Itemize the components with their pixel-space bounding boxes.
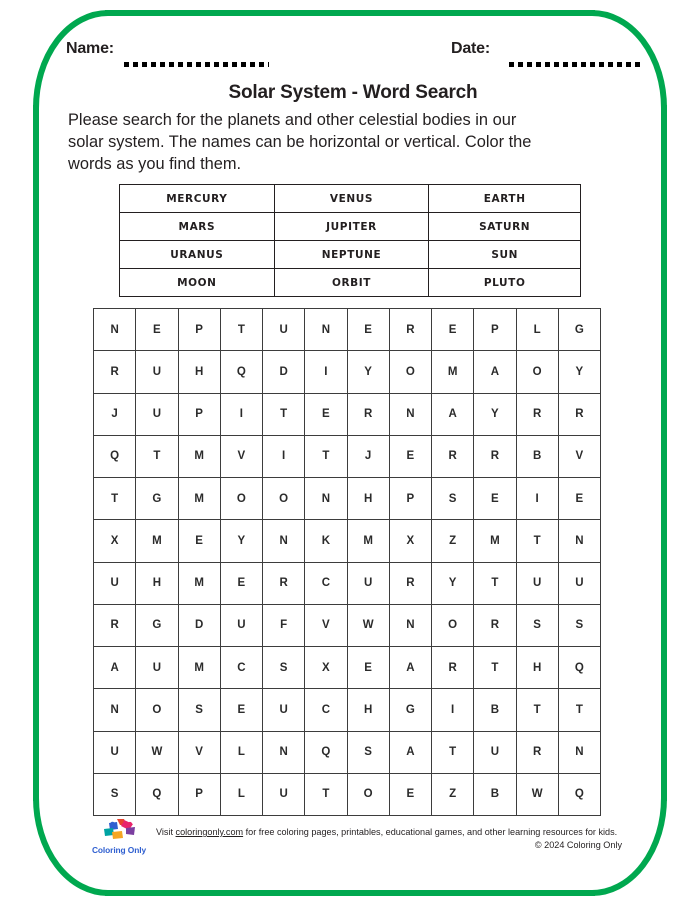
grid-letter-cell[interactable]: F	[263, 604, 305, 646]
word-search-grid-wrapper	[93, 308, 601, 816]
grid-letter-cell[interactable]: R	[432, 435, 474, 477]
grid-letter-cell[interactable]: I	[432, 689, 474, 731]
word-list-body	[120, 185, 581, 297]
grid-row	[94, 351, 601, 393]
grid-letter-cell[interactable]: R	[474, 604, 516, 646]
word-list-row	[120, 241, 581, 269]
grid-letter-cell[interactable]: N	[558, 731, 600, 773]
grid-letter-cell[interactable]: U	[263, 773, 305, 815]
grid-letter-cell[interactable]: A	[94, 647, 136, 689]
word-search-grid-body	[94, 309, 601, 816]
frame-right-line	[661, 105, 667, 801]
word-cell[interactable]: MERCURY	[120, 185, 275, 213]
grid-letter-cell[interactable]: P	[389, 478, 431, 520]
grid-row	[94, 647, 601, 689]
frame-bottom-line	[105, 890, 595, 896]
word-cell[interactable]: SUN	[429, 241, 581, 269]
word-list-row	[120, 269, 581, 297]
grid-letter-cell[interactable]: M	[136, 520, 178, 562]
instructions-line-1: Please search for the planets and other celestial bodies in our	[68, 111, 517, 129]
grid-letter-cell[interactable]: W	[347, 604, 389, 646]
instructions-line-3: words as you find them.	[68, 155, 242, 173]
grid-letter-cell[interactable]: T	[516, 520, 558, 562]
word-cell[interactable]: VENUS	[274, 185, 429, 213]
grid-letter-cell[interactable]: B	[516, 435, 558, 477]
grid-letter-cell[interactable]: N	[558, 520, 600, 562]
grid-letter-cell[interactable]: R	[94, 604, 136, 646]
grid-letter-cell[interactable]: S	[94, 773, 136, 815]
grid-letter-cell[interactable]: U	[136, 351, 178, 393]
grid-letter-cell[interactable]: J	[347, 435, 389, 477]
instructions-line-2: solar system. The names can be horizontal or vertical. Color the	[68, 133, 532, 151]
grid-letter-cell[interactable]: T	[136, 435, 178, 477]
grid-letter-cell[interactable]: Q	[136, 773, 178, 815]
grid-letter-cell[interactable]: A	[389, 647, 431, 689]
grid-letter-cell[interactable]: M	[178, 478, 220, 520]
grid-letter-cell[interactable]: E	[220, 689, 262, 731]
grid-letter-cell[interactable]: U	[558, 562, 600, 604]
grid-letter-cell[interactable]: R	[94, 351, 136, 393]
word-cell[interactable]: NEPTUNE	[274, 241, 429, 269]
grid-letter-cell[interactable]: K	[305, 520, 347, 562]
grid-letter-cell[interactable]: E	[432, 309, 474, 351]
grid-letter-cell[interactable]: E	[389, 773, 431, 815]
grid-row	[94, 478, 601, 520]
grid-letter-cell[interactable]: X	[305, 647, 347, 689]
grid-letter-cell[interactable]: Y	[558, 351, 600, 393]
grid-letter-cell[interactable]: Q	[220, 351, 262, 393]
grid-letter-cell[interactable]: R	[474, 435, 516, 477]
name-label: Name:	[66, 40, 114, 57]
grid-letter-cell[interactable]: B	[474, 773, 516, 815]
grid-letter-cell[interactable]: M	[347, 520, 389, 562]
grid-letter-cell[interactable]: O	[432, 604, 474, 646]
grid-letter-cell[interactable]: R	[347, 393, 389, 435]
grid-letter-cell[interactable]: N	[263, 731, 305, 773]
grid-letter-cell[interactable]: N	[94, 309, 136, 351]
grid-letter-cell[interactable]: O	[516, 351, 558, 393]
grid-letter-cell[interactable]: U	[94, 562, 136, 604]
word-cell[interactable]: JUPITER	[274, 213, 429, 241]
word-cell[interactable]: ORBIT	[274, 269, 429, 297]
word-cell[interactable]: PLUTO	[429, 269, 581, 297]
grid-letter-cell[interactable]: T	[516, 689, 558, 731]
grid-letter-cell[interactable]: T	[474, 647, 516, 689]
grid-row	[94, 689, 601, 731]
grid-letter-cell[interactable]: O	[347, 773, 389, 815]
grid-letter-cell[interactable]: U	[94, 731, 136, 773]
word-cell[interactable]: URANUS	[120, 241, 275, 269]
grid-letter-cell[interactable]: N	[305, 309, 347, 351]
grid-letter-cell[interactable]: M	[474, 520, 516, 562]
word-cell[interactable]: MARS	[120, 213, 275, 241]
grid-letter-cell[interactable]: U	[220, 604, 262, 646]
grid-letter-cell[interactable]: Y	[474, 393, 516, 435]
date-field-group	[451, 40, 490, 58]
footer-visit-prefix: Visit	[156, 827, 176, 837]
grid-letter-cell[interactable]: G	[136, 604, 178, 646]
copyright-line: © 2024 Coloring Only	[534, 840, 622, 850]
grid-letter-cell[interactable]: E	[558, 478, 600, 520]
grid-letter-cell[interactable]: D	[263, 351, 305, 393]
grid-letter-cell[interactable]: T	[474, 562, 516, 604]
grid-letter-cell[interactable]: R	[516, 731, 558, 773]
frame-top-line	[105, 10, 595, 16]
grid-letter-cell[interactable]: T	[305, 435, 347, 477]
date-label: Date:	[451, 40, 491, 57]
grid-letter-cell[interactable]: O	[263, 478, 305, 520]
word-cell[interactable]: MOON	[120, 269, 275, 297]
grid-letter-cell[interactable]: I	[516, 478, 558, 520]
grid-row	[94, 604, 601, 646]
grid-letter-cell[interactable]: T	[432, 731, 474, 773]
grid-letter-cell[interactable]: R	[558, 393, 600, 435]
footer-credits	[156, 826, 622, 852]
word-cell[interactable]: SATURN	[429, 213, 581, 241]
grid-letter-cell[interactable]: C	[305, 562, 347, 604]
grid-letter-cell[interactable]: N	[263, 520, 305, 562]
grid-letter-cell[interactable]: E	[347, 647, 389, 689]
grid-letter-cell[interactable]: T	[305, 773, 347, 815]
grid-row	[94, 435, 601, 477]
coloring-only-logo-icon	[93, 818, 145, 844]
grid-letter-cell[interactable]: M	[178, 435, 220, 477]
grid-letter-cell[interactable]: M	[178, 562, 220, 604]
header-fields	[66, 40, 640, 80]
grid-letter-cell[interactable]: C	[305, 689, 347, 731]
grid-letter-cell[interactable]: Q	[558, 647, 600, 689]
grid-letter-cell[interactable]: E	[178, 520, 220, 562]
grid-letter-cell[interactable]: H	[178, 351, 220, 393]
grid-letter-cell[interactable]: O	[389, 351, 431, 393]
grid-letter-cell[interactable]: U	[474, 731, 516, 773]
grid-letter-cell[interactable]: O	[136, 689, 178, 731]
grid-letter-cell[interactable]: L	[220, 731, 262, 773]
grid-letter-cell[interactable]: I	[220, 393, 262, 435]
grid-letter-cell[interactable]: S	[347, 731, 389, 773]
grid-letter-cell[interactable]: A	[389, 731, 431, 773]
grid-letter-cell[interactable]: N	[94, 689, 136, 731]
grid-letter-cell[interactable]: U	[347, 562, 389, 604]
grid-letter-cell[interactable]: Q	[305, 731, 347, 773]
grid-letter-cell[interactable]: T	[220, 309, 262, 351]
grid-letter-cell[interactable]: I	[263, 435, 305, 477]
grid-letter-cell[interactable]: Y	[347, 351, 389, 393]
grid-letter-cell[interactable]: L	[516, 309, 558, 351]
grid-row	[94, 731, 601, 773]
grid-letter-cell[interactable]: G	[558, 309, 600, 351]
grid-letter-cell[interactable]: E	[474, 478, 516, 520]
grid-letter-cell[interactable]: V	[178, 731, 220, 773]
grid-letter-cell[interactable]: E	[305, 393, 347, 435]
grid-letter-cell[interactable]: U	[516, 562, 558, 604]
grid-row	[94, 309, 601, 351]
word-cell[interactable]: EARTH	[429, 185, 581, 213]
grid-letter-cell[interactable]: T	[94, 478, 136, 520]
grid-letter-cell[interactable]: D	[178, 604, 220, 646]
grid-letter-cell[interactable]: J	[94, 393, 136, 435]
grid-row	[94, 520, 601, 562]
word-list-table	[119, 184, 581, 297]
grid-letter-cell[interactable]: M	[178, 647, 220, 689]
grid-letter-cell[interactable]: R	[263, 562, 305, 604]
grid-letter-cell[interactable]: Z	[432, 773, 474, 815]
brand-logo[interactable]	[88, 818, 150, 855]
grid-row	[94, 393, 601, 435]
grid-letter-cell[interactable]: H	[136, 562, 178, 604]
name-field-group	[66, 40, 114, 58]
grid-letter-cell[interactable]: U	[263, 309, 305, 351]
grid-letter-cell[interactable]: X	[389, 520, 431, 562]
grid-letter-cell[interactable]: G	[389, 689, 431, 731]
footer-visit-suffix: for free coloring pages, printables, educational games, and other learning resources for kids.	[243, 827, 618, 837]
grid-letter-cell[interactable]: W	[136, 731, 178, 773]
page-title: Solar System - Word Search	[228, 82, 478, 103]
grid-letter-cell[interactable]: S	[432, 478, 474, 520]
grid-letter-cell[interactable]: Q	[558, 773, 600, 815]
grid-letter-cell[interactable]: U	[263, 689, 305, 731]
grid-letter-cell[interactable]: V	[558, 435, 600, 477]
grid-letter-cell[interactable]: U	[136, 647, 178, 689]
name-write-line[interactable]	[124, 62, 269, 67]
grid-letter-cell[interactable]: Q	[94, 435, 136, 477]
grid-letter-cell[interactable]: T	[558, 689, 600, 731]
grid-letter-cell[interactable]: P	[474, 309, 516, 351]
grid-letter-cell[interactable]: R	[389, 309, 431, 351]
grid-letter-cell[interactable]: T	[263, 393, 305, 435]
grid-letter-cell[interactable]: H	[347, 689, 389, 731]
grid-letter-cell[interactable]: R	[516, 393, 558, 435]
grid-letter-cell[interactable]: N	[389, 393, 431, 435]
grid-letter-cell[interactable]: P	[178, 309, 220, 351]
grid-letter-cell[interactable]: X	[94, 520, 136, 562]
grid-letter-cell[interactable]: Y	[432, 562, 474, 604]
grid-letter-cell[interactable]: C	[220, 647, 262, 689]
grid-letter-cell[interactable]: B	[474, 689, 516, 731]
grid-letter-cell[interactable]: V	[305, 604, 347, 646]
grid-letter-cell[interactable]: R	[432, 647, 474, 689]
grid-letter-cell[interactable]: Y	[220, 520, 262, 562]
grid-letter-cell[interactable]: R	[389, 562, 431, 604]
grid-letter-cell[interactable]: P	[178, 393, 220, 435]
grid-letter-cell[interactable]: E	[136, 309, 178, 351]
grid-letter-cell[interactable]: H	[347, 478, 389, 520]
date-write-line[interactable]	[509, 62, 644, 67]
grid-row	[94, 773, 601, 815]
grid-letter-cell[interactable]: N	[305, 478, 347, 520]
footer-visit-line	[156, 826, 622, 839]
grid-letter-cell[interactable]: S	[263, 647, 305, 689]
grid-letter-cell[interactable]: L	[220, 773, 262, 815]
word-search-grid	[93, 308, 601, 816]
grid-letter-cell[interactable]: U	[136, 393, 178, 435]
word-list-row	[120, 185, 581, 213]
grid-letter-cell[interactable]: E	[389, 435, 431, 477]
grid-letter-cell[interactable]: S	[178, 689, 220, 731]
grid-letter-cell[interactable]: Z	[432, 520, 474, 562]
grid-letter-cell[interactable]: S	[558, 604, 600, 646]
logo-label: Coloring Only	[91, 845, 147, 855]
grid-letter-cell[interactable]: O	[220, 478, 262, 520]
grid-row	[94, 562, 601, 604]
frame-left-line	[33, 105, 39, 801]
grid-letter-cell[interactable]: G	[136, 478, 178, 520]
grid-letter-cell[interactable]: S	[516, 604, 558, 646]
grid-letter-cell[interactable]: H	[516, 647, 558, 689]
grid-letter-cell[interactable]: E	[220, 562, 262, 604]
page-footer	[88, 818, 622, 864]
website-link[interactable]: coloringonly.com	[175, 827, 244, 837]
instructions-text	[68, 109, 635, 175]
grid-letter-cell[interactable]: A	[474, 351, 516, 393]
grid-letter-cell[interactable]: N	[389, 604, 431, 646]
grid-letter-cell[interactable]: I	[305, 351, 347, 393]
grid-letter-cell[interactable]: M	[432, 351, 474, 393]
grid-letter-cell[interactable]: W	[516, 773, 558, 815]
grid-letter-cell[interactable]: E	[347, 309, 389, 351]
grid-letter-cell[interactable]: V	[220, 435, 262, 477]
grid-letter-cell[interactable]: A	[432, 393, 474, 435]
grid-letter-cell[interactable]: P	[178, 773, 220, 815]
word-list-row	[120, 213, 581, 241]
